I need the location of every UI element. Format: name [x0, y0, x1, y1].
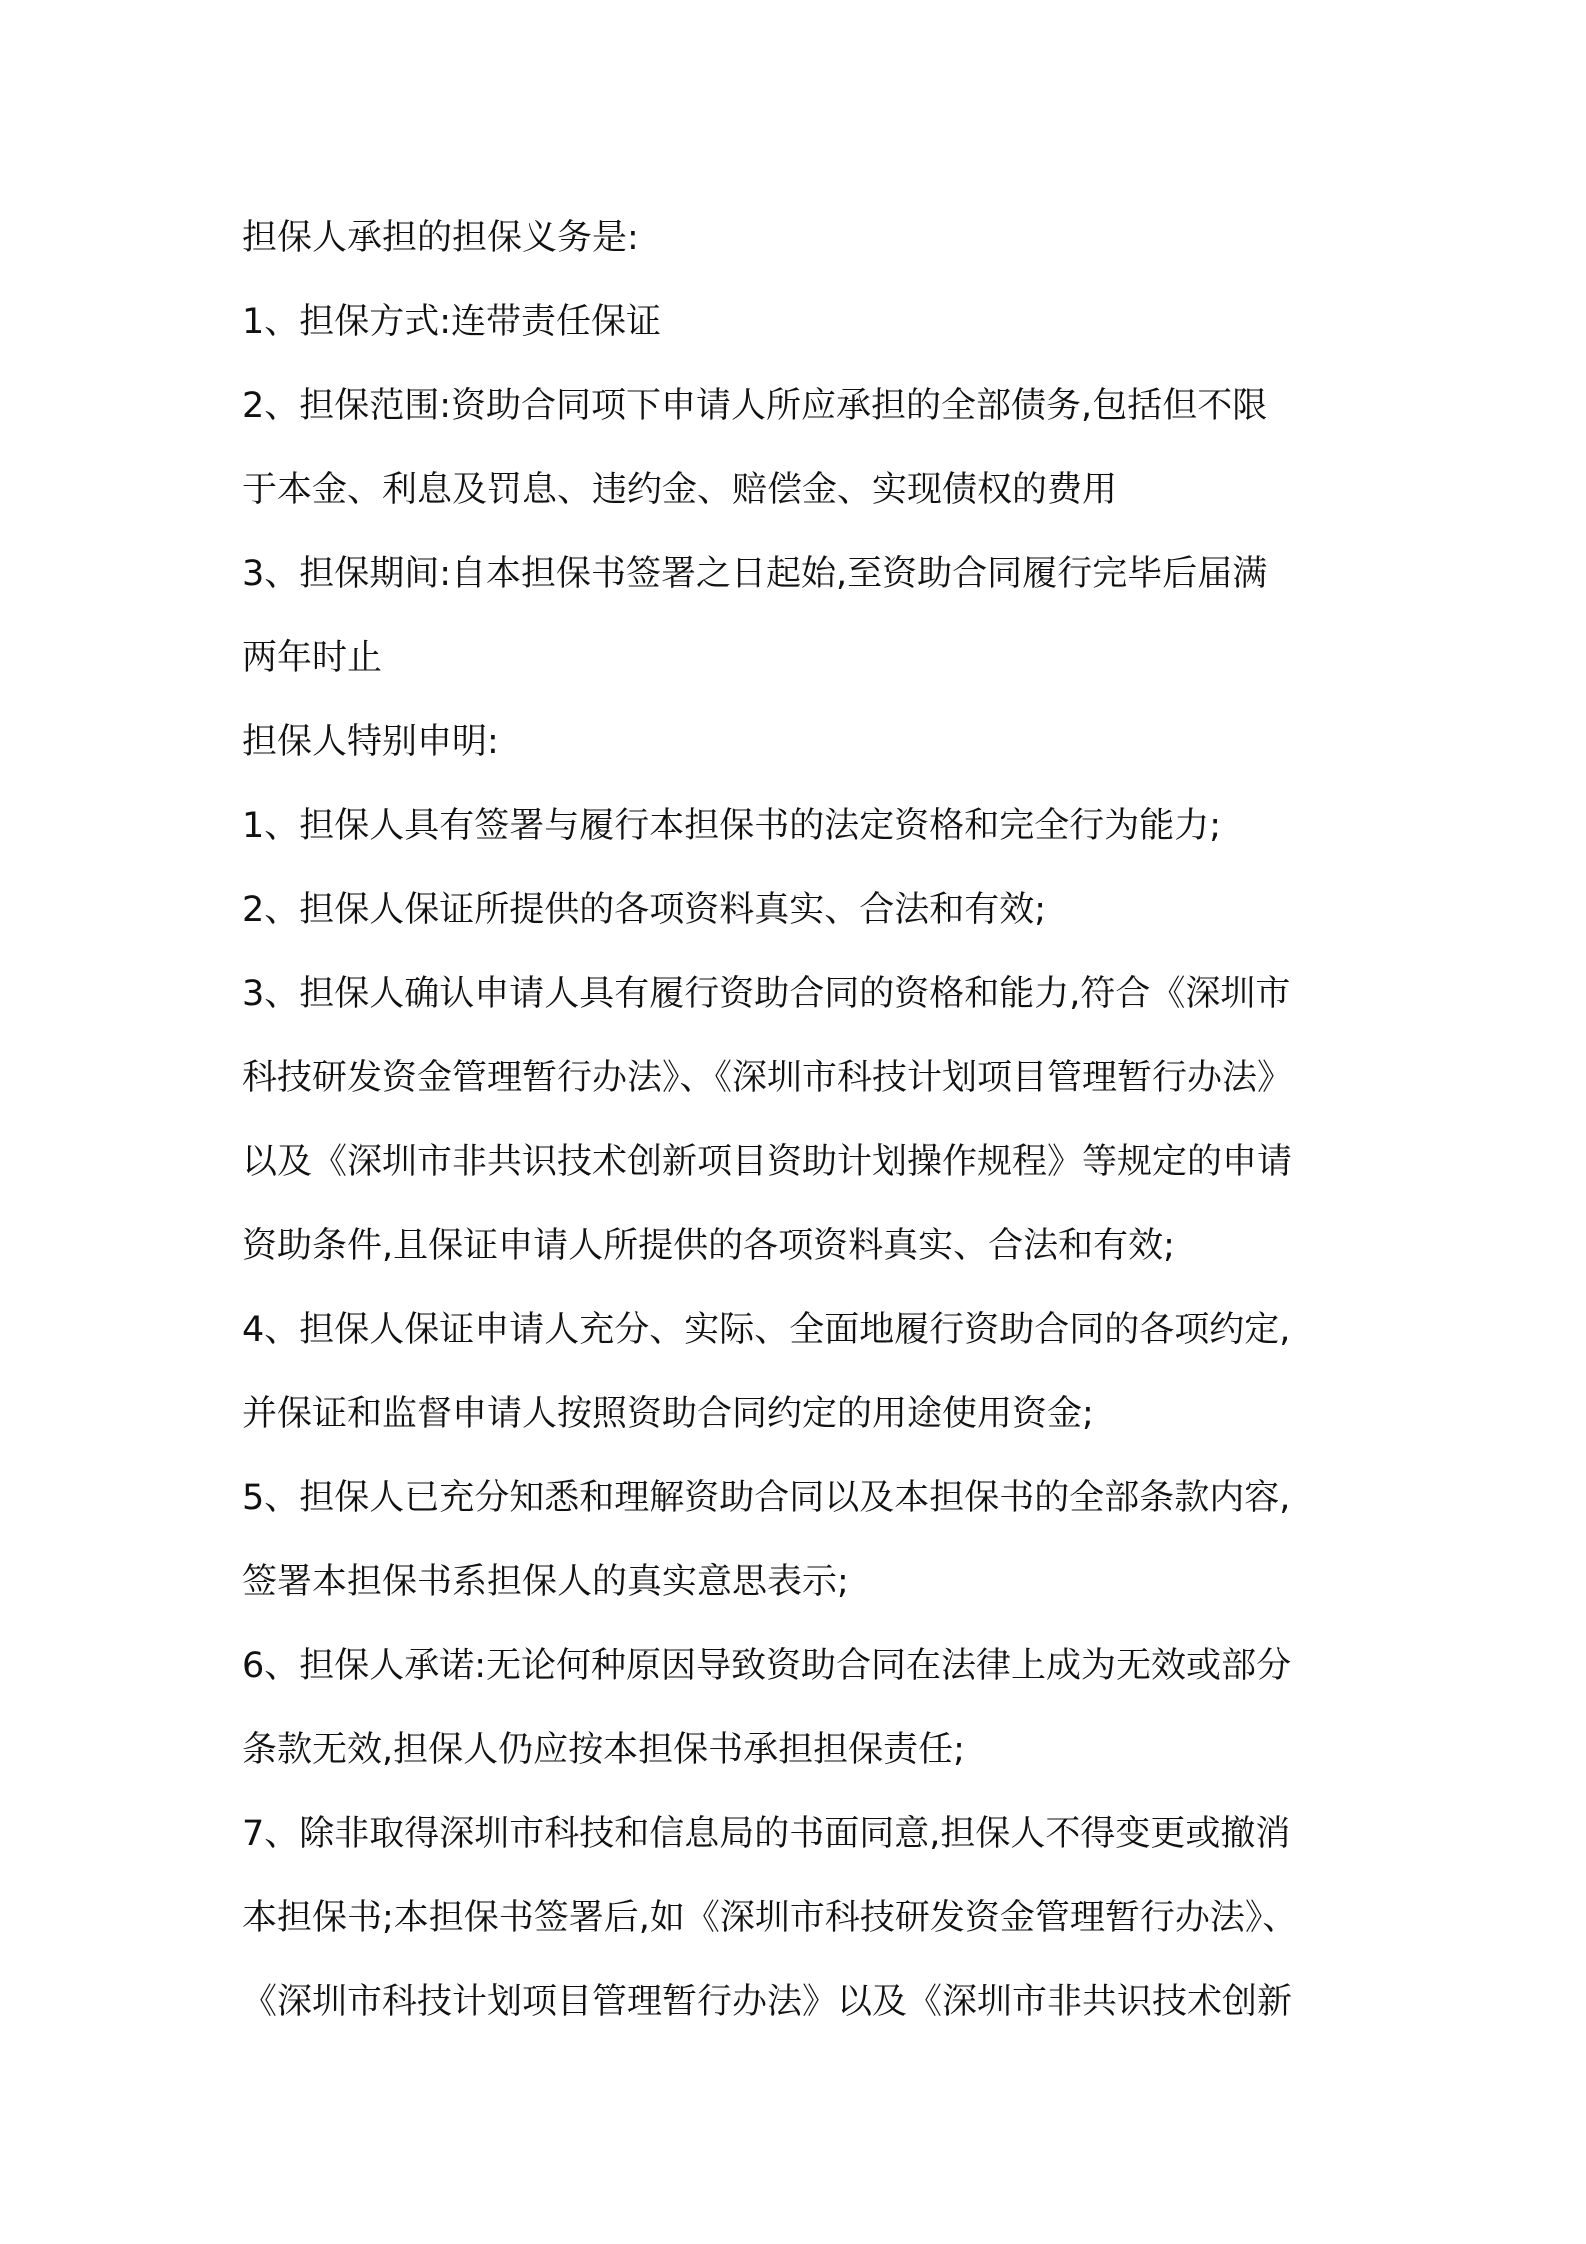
declaration-item-2: 2、担保人保证所提供的各项资料真实、合法和有效; [242, 890, 1047, 930]
declaration-item-3-line-4: 资助条件,且保证申请人所提供的各项资料真实、合法和有效; [242, 1226, 1175, 1266]
obligation-item-1: 1、担保方式:连带责任保证 [242, 302, 662, 342]
section-heading-declarations: 担保人特别申明: [242, 722, 499, 762]
obligation-item-2-line-2: 于本金、利息及罚息、违约金、赔偿金、实现债权的费用 [242, 470, 1118, 510]
declaration-item-1: 1、担保人具有签署与履行本担保书的法定资格和完全行为能力; [242, 806, 1222, 846]
obligation-item-3-line-2: 两年时止 [242, 638, 383, 678]
section-heading-obligations: 担保人承担的担保义务是: [242, 218, 639, 258]
declaration-item-7-line-3: 《深圳市科技计划项目管理暂行办法》以及《深圳市非共识技术创新 [242, 1982, 1293, 2022]
declaration-item-4-line-1: 4、担保人保证申请人充分、实际、全面地履行资助合同的各项约定, [242, 1310, 1291, 1350]
obligation-item-3-line-1: 3、担保期间:自本担保书签署之日起始,至资助合同履行完毕后届满 [242, 554, 1268, 594]
declaration-item-5-line-1: 5、担保人已充分知悉和理解资助合同以及本担保书的全部条款内容, [242, 1478, 1291, 1518]
declaration-item-3-line-2: 科技研发资金管理暂行办法》、《深圳市科技计划项目管理暂行办法》 [242, 1058, 1293, 1098]
declaration-item-6-line-2: 条款无效,担保人仍应按本担保书承担担保责任; [242, 1730, 965, 1770]
declaration-item-4-line-2: 并保证和监督申请人按照资助合同约定的用途使用资金; [242, 1394, 1094, 1434]
declaration-item-7-line-2: 本担保书;本担保书签署后,如《深圳市科技研发资金管理暂行办法》、 [242, 1898, 1298, 1938]
document-body [242, 196, 1362, 2044]
declaration-item-3-line-3: 以及《深圳市非共识技术创新项目资助计划操作规程》等规定的申请 [242, 1142, 1293, 1182]
obligation-item-2-line-1: 2、担保范围:资助合同项下申请人所应承担的全部债务,包括但不限 [242, 386, 1268, 426]
declaration-item-6-line-1: 6、担保人承诺:无论何种原因导致资助合同在法律上成为无效或部分 [242, 1646, 1292, 1686]
declaration-item-7-line-1: 7、除非取得深圳市科技和信息局的书面同意,担保人不得变更或撤消 [242, 1814, 1291, 1854]
declaration-item-5-line-2: 签署本担保书系担保人的真实意思表示; [242, 1562, 849, 1602]
declaration-item-3-line-1: 3、担保人确认申请人具有履行资助合同的资格和能力,符合《深圳市 [242, 974, 1291, 1014]
